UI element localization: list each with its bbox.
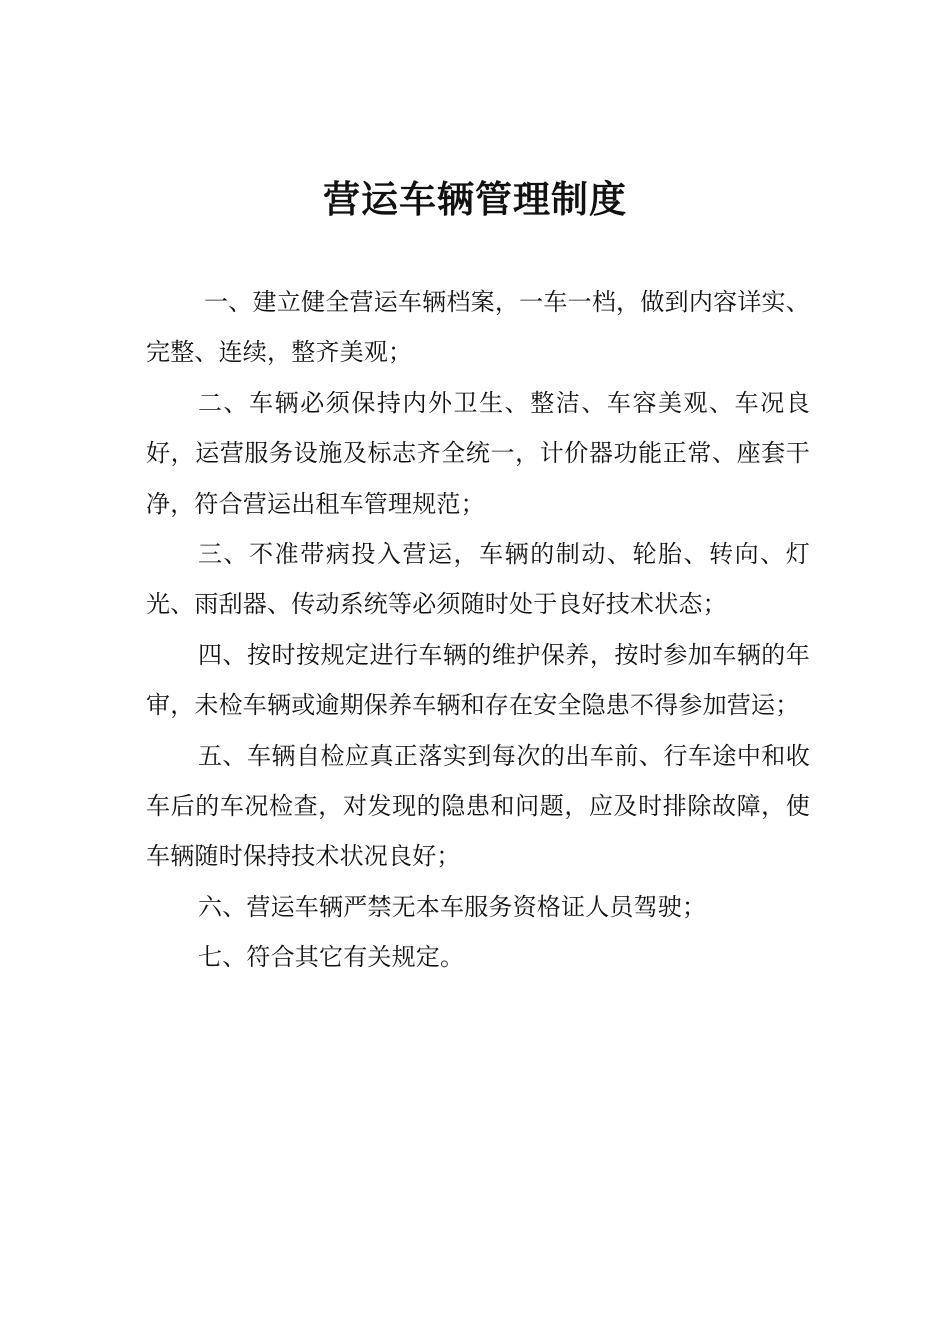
document-title: 营运车辆管理制度 bbox=[323, 178, 627, 221]
rule-paragraph-1: 一、建立健全营运车辆档案，一车一档，做到内容详实、完整、连续，整齐美观； bbox=[146, 288, 810, 367]
rule-paragraph-7: 七、符合其它有关规定。 bbox=[198, 943, 465, 972]
rule-paragraph-3: 三、不准带病投入营运，车辆的制动、轮胎、转向、灯光、雨刮器、传动系统等必须随时处于良好技术状态； bbox=[146, 540, 810, 619]
rule-paragraph-2: 二、车辆必须保持内外卫生、整洁、车容美观、车况良好，运营服务设施及标志齐全统一，计价器功能正常、座套干净，符合营运出租车管理规范； bbox=[146, 388, 810, 518]
document-body bbox=[146, 277, 810, 983]
rule-paragraph-5: 五、车辆自检应真正落实到每次的出车前、行车途中和收车后的车况检查，对发现的隐患和问题，应及时排除故障，使车辆随时保持技术状况良好； bbox=[146, 741, 810, 871]
rule-paragraph-4: 四、按时按规定进行车辆的维护保养，按时参加车辆的年审，未检车辆或逾期保养车辆和存在安全隐患不得参加营运； bbox=[146, 640, 810, 720]
rule-paragraph-6: 六、营运车辆严禁无本车服务资格证人员驾驶； bbox=[198, 892, 707, 921]
